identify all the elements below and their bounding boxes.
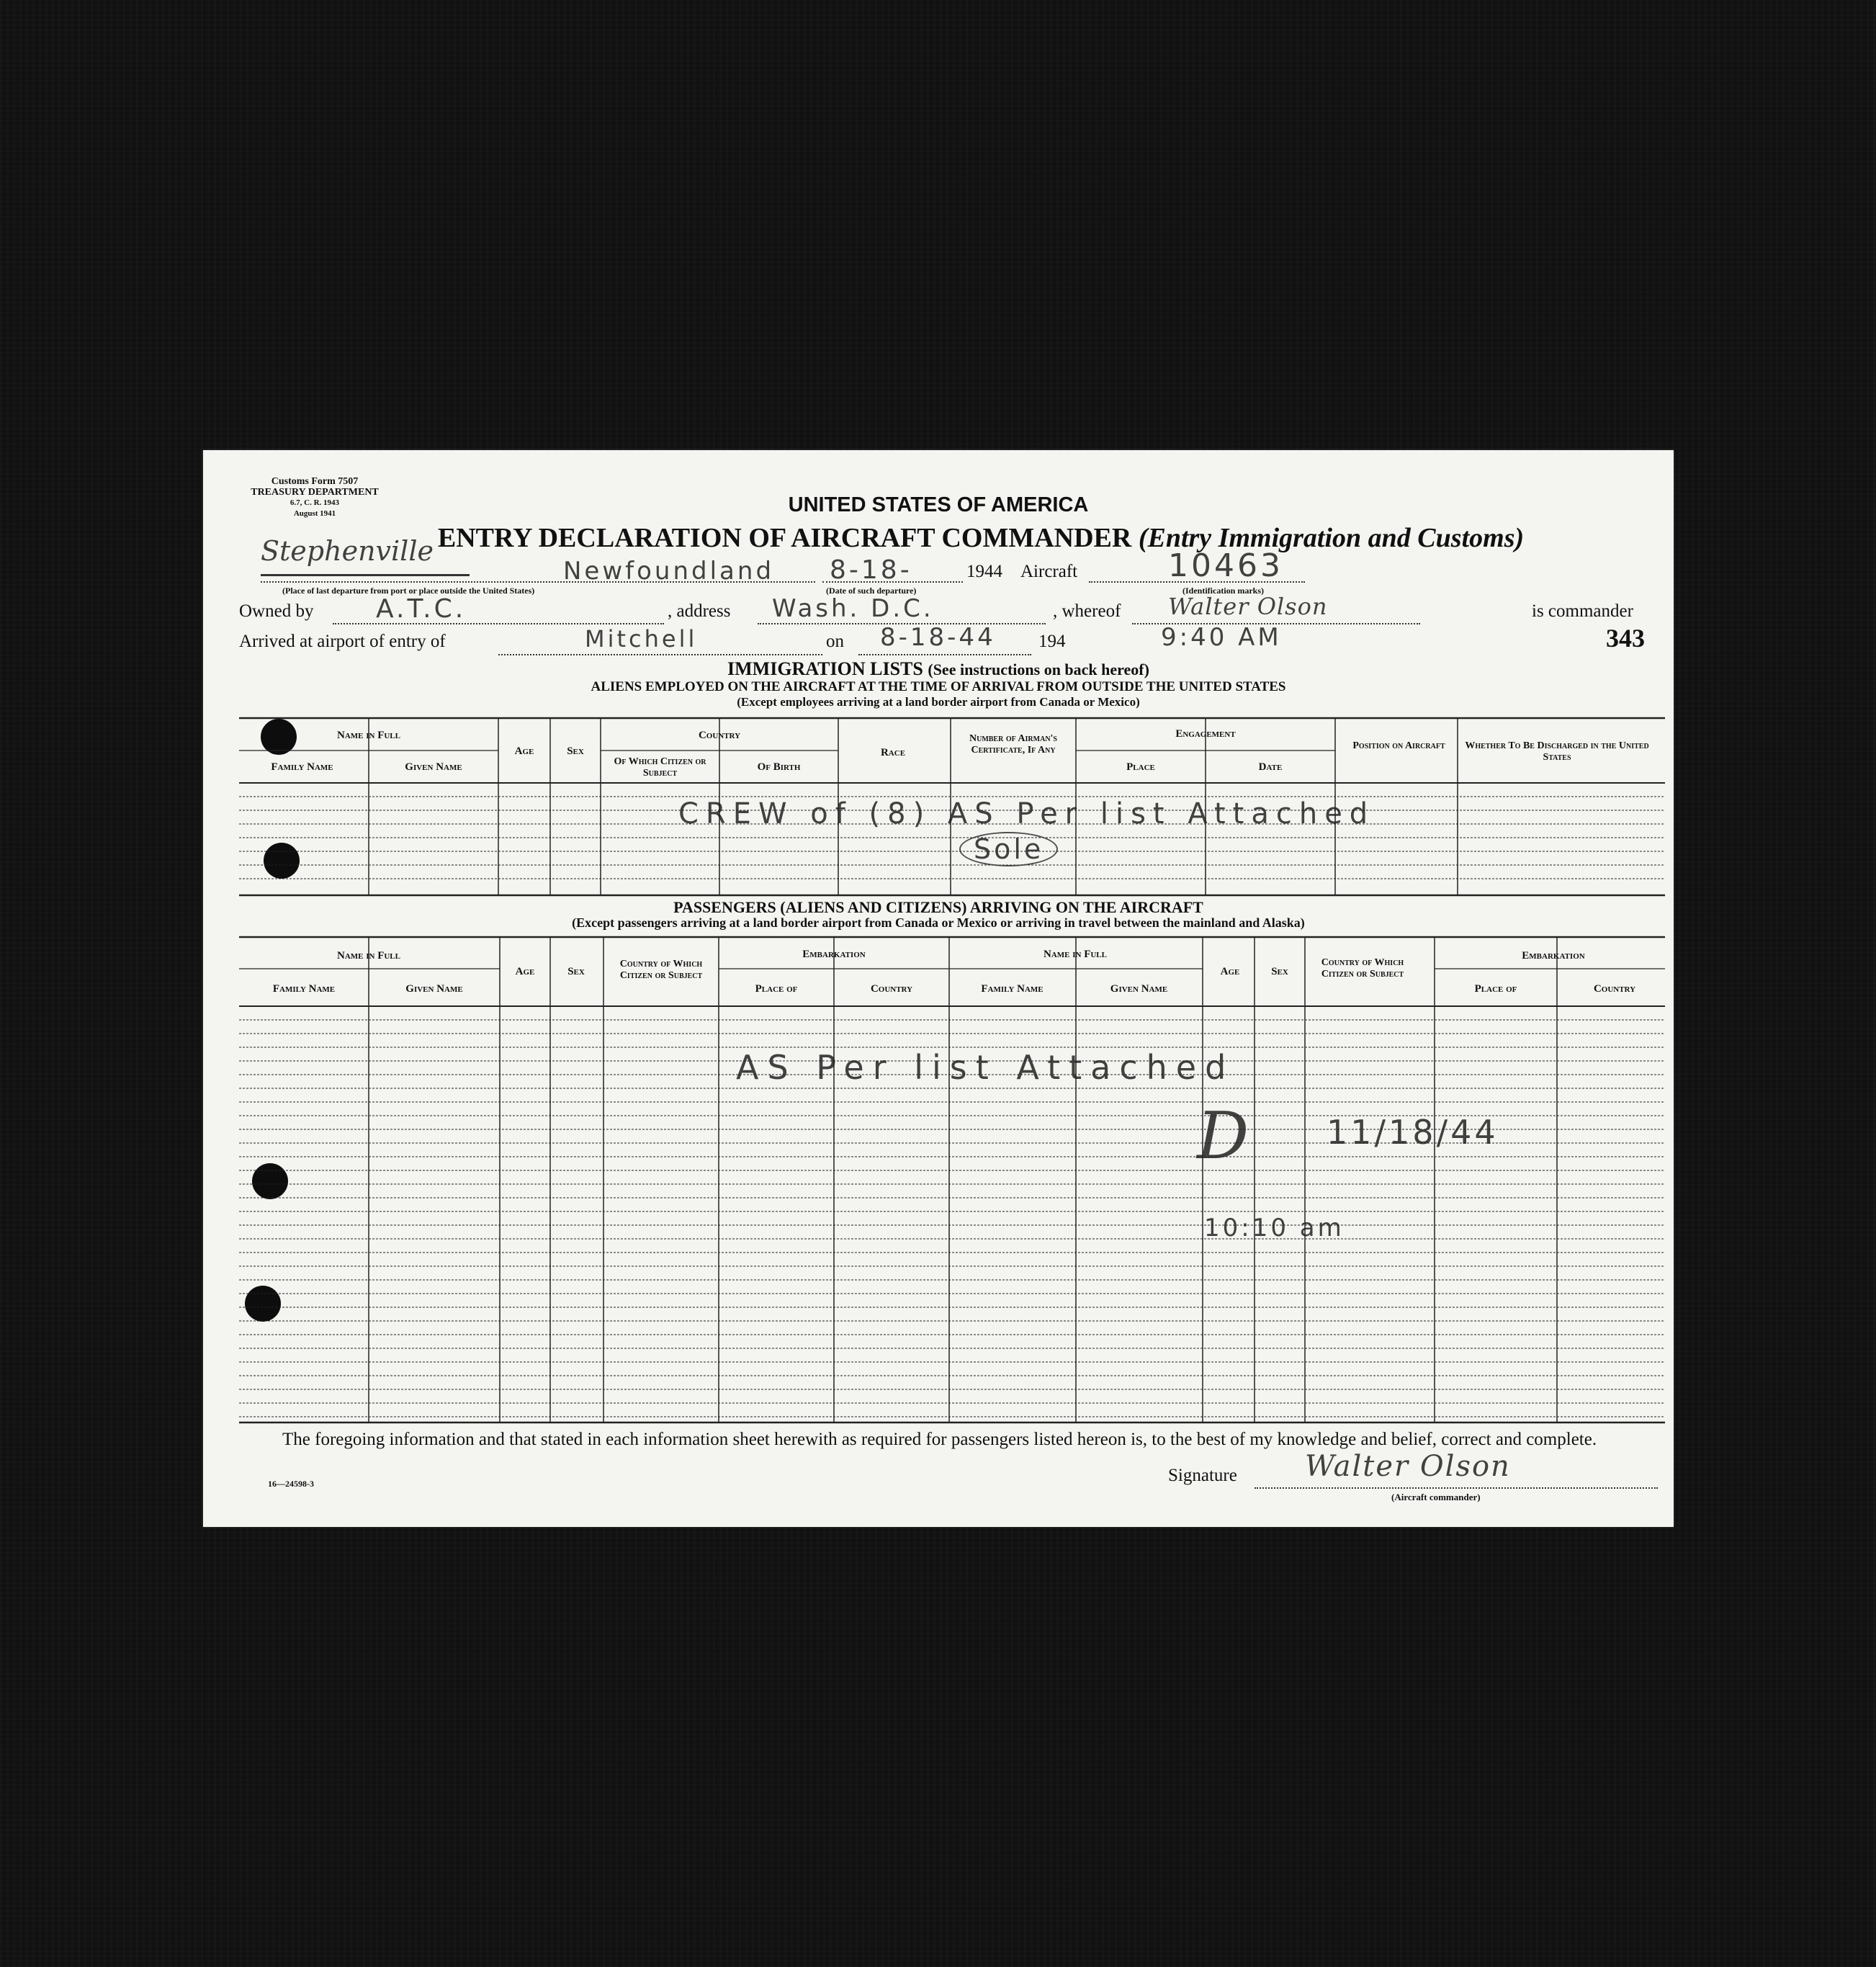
pass-age-header: Age xyxy=(515,966,535,977)
aliens-family-name-header: Family Name xyxy=(271,761,333,773)
aliens-sex-header: Sex xyxy=(567,745,584,757)
struck-departure-place: Stephenville xyxy=(261,535,434,567)
owned-by-value: A.T.C. xyxy=(376,594,467,624)
whereof-label: , whereof xyxy=(1053,601,1121,621)
pass-embarkation-header: Embarkation xyxy=(802,949,866,960)
aliens-birth-header: Of Birth xyxy=(757,761,801,773)
page-number: 343 xyxy=(1606,624,1645,653)
year-printed: 194 xyxy=(966,562,994,581)
aliens-handwritten-entry: CREW of (8) AS Per list Attached xyxy=(678,797,1375,830)
declaration-text: The foregoing information and that stated in each information sheet herewith as required for passengers listed hereon is, to the best of my knowledge and belief, correct and complete. xyxy=(282,1430,1597,1449)
year-value: 4 xyxy=(993,562,1002,581)
aliens-age-header: Age xyxy=(514,745,534,757)
passengers-subtitle: (Except passengers arriving at a land border airport from Canada or Mexico or arriving in travel between the mainland and Alaska) xyxy=(572,915,1305,930)
pass-sex-header: Sex xyxy=(567,966,585,977)
aliens-cert-header: Number of Airman's Certificate, If Any xyxy=(969,733,1057,756)
pass-handwritten-entry: AS Per list Attached xyxy=(736,1048,1235,1087)
commander-value: Walter Olson xyxy=(1168,593,1328,620)
passengers-title: PASSENGERS (ALIENS AND CITIZENS) ARRIVING ON THE AIRCRAFT xyxy=(673,898,1203,916)
signature-label: Signature xyxy=(1168,1466,1237,1485)
departure-date-value: 8-18- xyxy=(830,555,912,585)
immigration-title: IMMIGRATION LISTS xyxy=(727,658,923,679)
aircraft-value: 10463 xyxy=(1168,547,1283,584)
arrival-time-value: 9:40 AM xyxy=(1161,623,1282,652)
pass-country-citizen-header: Country of Which Citizen or Subject xyxy=(619,959,703,981)
aircraft-label: Aircraft xyxy=(1020,562,1078,581)
immigration-instructions: (See instructions on back hereof) xyxy=(928,660,1149,678)
pass-sex-header-2: Sex xyxy=(1271,966,1288,977)
form-regs: 6.7, C. R. 1943 xyxy=(290,498,340,507)
pass-age-header-2: Age xyxy=(1220,966,1240,977)
pass-given-name-header-2: Given Name xyxy=(1110,983,1168,995)
pass-country-header: Country xyxy=(870,983,913,995)
form-department: TREASURY DEPARTMENT xyxy=(251,487,379,498)
aliens-given-name-header: Given Name xyxy=(405,761,462,773)
aircraft-caption: (Identification marks) xyxy=(1182,586,1264,596)
form-title-sub: (Entry Immigration and Customs) xyxy=(1138,523,1525,553)
arrived-label: Arrived at airport of entry of xyxy=(239,632,446,651)
owned-by-label: Owned by xyxy=(239,601,314,621)
pass-family-name-header: Family Name xyxy=(272,983,336,995)
address-value: Wash. D.C. xyxy=(772,594,934,623)
aliens-handwritten-mark: Sole xyxy=(959,832,1058,866)
aliens-country-header: Country xyxy=(698,730,741,741)
aliens-position-header: Position on Aircraft xyxy=(1352,740,1445,751)
pass-country-header-2: Country xyxy=(1593,983,1636,995)
form-title-main: ENTRY DECLARATION OF AIRCRAFT COMMANDER xyxy=(437,523,1132,553)
pass-place-of-header-2: Place of xyxy=(1474,983,1517,995)
departure-place-value: Newfoundland xyxy=(563,557,775,586)
departure-place-caption: (Place of last departure from port or place outside the United States) xyxy=(282,586,535,596)
aliens-discharged-header: Whether To Be Discharged in the United States xyxy=(1465,740,1649,763)
aliens-date-header: Date xyxy=(1258,761,1283,773)
pass-handwritten-stamp-date: 11/18/44 xyxy=(1327,1113,1499,1152)
pass-handwritten-initials: D xyxy=(1197,1098,1249,1174)
form-number: Customs Form 7507 xyxy=(271,476,359,487)
pass-name-in-full-header-2: Name in Full xyxy=(1043,949,1107,960)
signature-value: Walter Olson xyxy=(1305,1450,1511,1483)
pass-country-citizen-header-2: Country of Which Citizen or Subject xyxy=(1321,957,1404,980)
arrival-date-value: 8-18-44 xyxy=(880,623,996,652)
pass-given-name-header: Given Name xyxy=(405,983,463,995)
aliens-title: ALIENS EMPLOYED ON THE AIRCRAFT AT THE TIME OF ARRIVAL FROM OUTSIDE THE UNITED STATES xyxy=(591,679,1286,694)
signature-caption: (Aircraft commander) xyxy=(1391,1492,1481,1502)
pass-handwritten-time: 10:10 am xyxy=(1204,1214,1345,1242)
print-code: 16—24598-3 xyxy=(268,1479,314,1489)
is-commander-label: is commander xyxy=(1532,601,1633,621)
customs-form-document xyxy=(203,450,1674,1527)
pass-embarkation-header-2: Embarkation xyxy=(1522,950,1585,962)
aliens-race-header: Race xyxy=(880,747,906,758)
aliens-name-in-full-header: Name in Full xyxy=(336,730,400,741)
form-date: August 1941 xyxy=(293,509,336,518)
aliens-engagement-header: Engagement xyxy=(1175,728,1236,740)
aliens-citizen-header: Of Which Citizen or Subject xyxy=(614,756,706,779)
country-title: UNITED STATES OF AMERICA xyxy=(788,493,1089,516)
on-label: on xyxy=(826,632,844,651)
arrival-year-label: 194 xyxy=(1038,632,1066,651)
aliens-subtitle: (Except employees arriving at a land border airport from Canada or Mexico) xyxy=(737,695,1140,709)
aliens-place-header: Place xyxy=(1126,761,1155,773)
pass-name-in-full-header: Name in Full xyxy=(336,950,400,962)
airport-value: Mitchell xyxy=(585,625,698,653)
address-label: , address xyxy=(668,601,731,621)
pass-family-name-header-2: Family Name xyxy=(981,983,1044,995)
pass-place-of-header: Place of xyxy=(755,983,798,995)
departure-date-caption: (Date of such departure) xyxy=(826,586,917,596)
